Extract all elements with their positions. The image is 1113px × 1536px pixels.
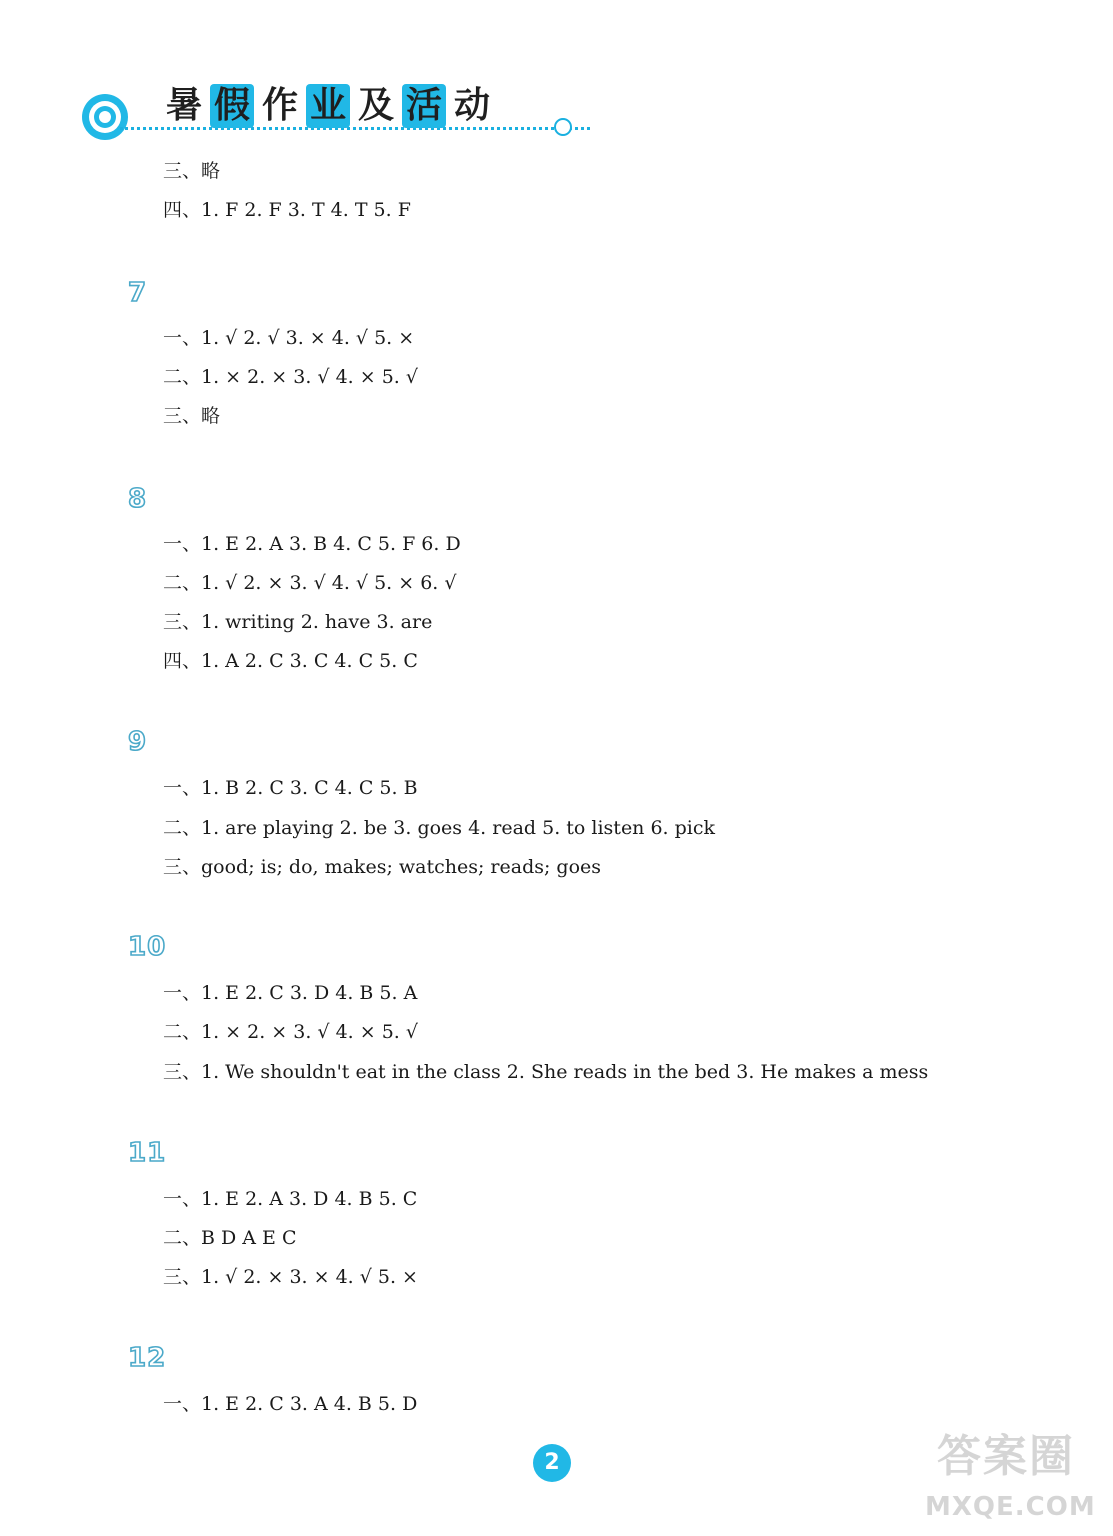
section-number: 8 [128, 484, 148, 514]
header-title [162, 84, 494, 134]
answer-line: 一、1. B 2. C 3. C 4. C 5. B [163, 777, 418, 799]
answer-line: 一、1. √ 2. √ 3. × 4. √ 5. × [163, 327, 415, 349]
page-number: 2 [533, 1444, 571, 1482]
title-char: 暑 [165, 85, 202, 126]
watermark-bottom-text: MXQE.COM [925, 1492, 1096, 1522]
title-char-highlighted: 假 [210, 84, 254, 128]
section-number: 7 [128, 278, 148, 308]
section-number: 11 [128, 1138, 167, 1168]
answer-line: 四、1. F 2. F 3. T 4. T 5. F [163, 199, 411, 221]
answer-line: 三、1. We shouldn't eat in the class 2. She reads in the bed 3. He makes a mess [163, 1061, 929, 1083]
watermark-top-text: 答案圈 [937, 1431, 1075, 1482]
answer-line: 一、1. E 2. C 3. A 4. B 5. D [163, 1393, 418, 1415]
answer-line: 二、1. √ 2. × 3. √ 4. √ 5. × 6. √ [163, 572, 457, 594]
answer-line: 二、B D A E C [163, 1227, 297, 1249]
title-char: 及 [357, 85, 394, 126]
watermark-logo [925, 1420, 1105, 1530]
title-char: 动 [453, 85, 490, 126]
title-char-highlighted: 业 [306, 84, 350, 128]
answer-line: 二、1. × 2. × 3. √ 4. × 5. √ [163, 1021, 418, 1043]
answer-line: 二、1. × 2. × 3. √ 4. × 5. √ [163, 366, 418, 388]
answer-line: 一、1. E 2. C 3. D 4. B 5. A [163, 982, 418, 1004]
answer-line: 三、1. √ 2. × 3. × 4. √ 5. × [163, 1266, 418, 1288]
answer-line: 一、1. E 2. A 3. B 4. C 5. F 6. D [163, 533, 461, 555]
answer-line: 四、1. A 2. C 3. C 4. C 5. C [163, 650, 418, 672]
answer-line: 三、略 [163, 405, 221, 427]
answer-line: 三、略 [163, 160, 221, 182]
section-number: 9 [128, 727, 148, 757]
answer-line: 三、good; is; do, makes; watches; reads; goes [163, 856, 602, 878]
answer-line: 一、1. E 2. A 3. D 4. B 5. C [163, 1188, 418, 1210]
header-target-icon [80, 92, 130, 142]
section-number: 10 [128, 932, 167, 962]
section-number: 12 [128, 1343, 167, 1373]
title-char: 作 [261, 85, 298, 126]
answer-line: 二、1. are playing 2. be 3. goes 4. read 5. to listen 6. pick [163, 817, 716, 839]
answer-line: 三、1. writing 2. have 3. are [163, 611, 433, 633]
header-end-circle [554, 118, 572, 136]
title-char-highlighted: 活 [402, 84, 446, 128]
page-header [80, 82, 580, 152]
